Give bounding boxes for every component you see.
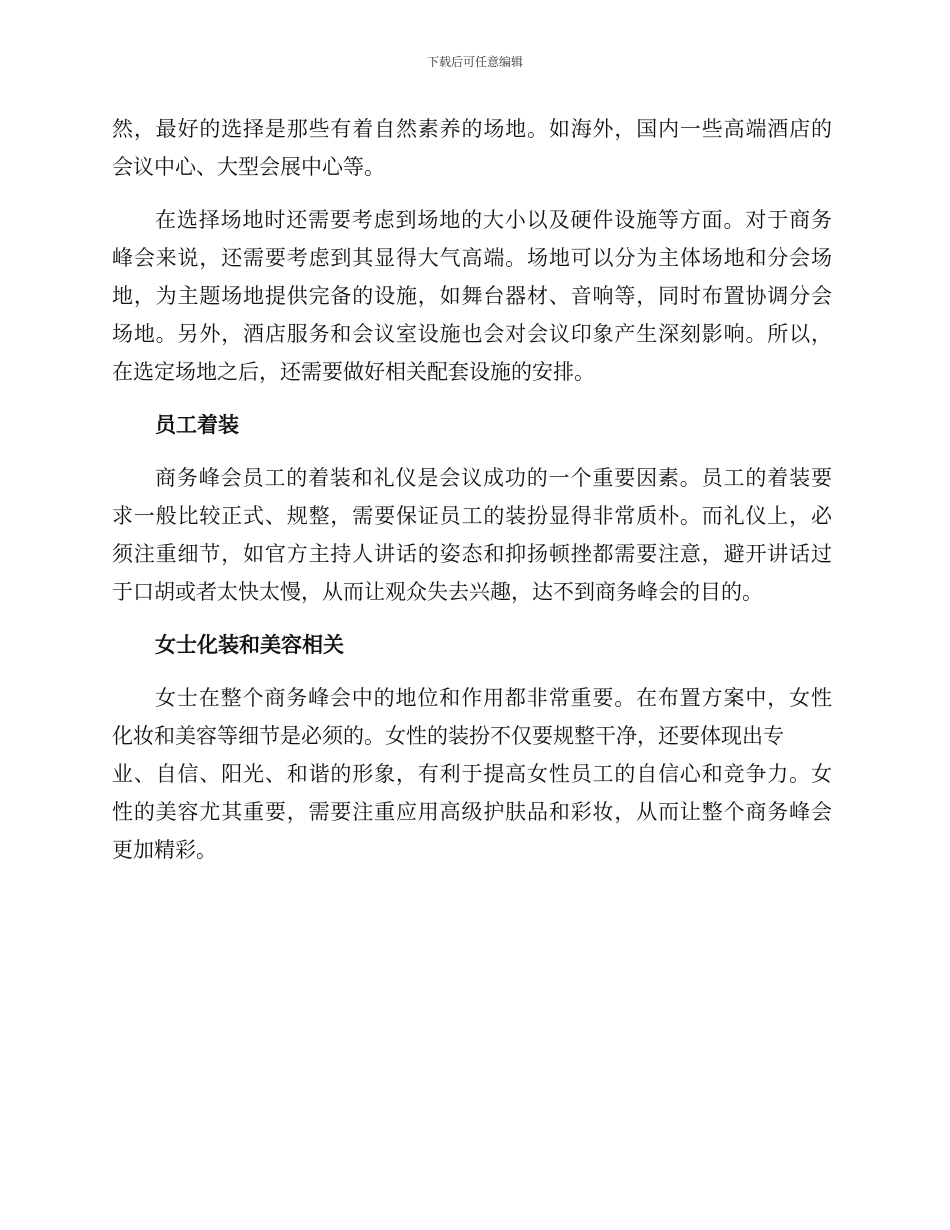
section-heading-staff-attire: 员工着装: [155, 413, 239, 437]
section-heading-women-makeup: 女士化装和美容相关: [155, 633, 344, 657]
text-line: 然，最好的选择是那些有着自然素养的场地。如海外，国内一些高端酒店的: [112, 117, 832, 141]
text-line: 于口胡或者太快太慢，从而让观众失去兴趣，达不到商务峰会的目的。: [112, 580, 763, 604]
page-header: 下载后可任意编辑: [426, 55, 523, 69]
text-line: 女士在整个商务峰会中的地位和作用都非常重要。在布置方案中，女性: [155, 686, 832, 710]
text-line: 峰会来说，还需要考虑到其显得大气高端。场地可以分为主体场地和分会场: [112, 246, 832, 270]
text-line: 会议中心、大型会展中心等。: [112, 155, 385, 179]
text-line: 商务峰会员工的着装和礼仪是会议成功的一个重要因素。员工的着装要: [155, 466, 832, 490]
text-line: 更加精彩。: [112, 838, 217, 862]
text-line: 地，为主题场地提供完备的设施，如舞台器材、音响等，同时布置协调分会: [112, 284, 832, 308]
text-line: 须注重细节，如官方主持人讲话的姿态和抑扬顿挫都需要注意，避开讲话过: [112, 542, 832, 566]
paragraph-venue-selection: [112, 201, 832, 391]
text-line: 在选择场地时还需要考虑到场地的大小以及硬件设施等方面。对于商务: [155, 208, 832, 232]
paragraph-staff-attire: [112, 459, 832, 611]
paragraph-women-makeup: [112, 679, 832, 869]
text-line: 性的美容尤其重要，需要注重应用高级护肤品和彩妆，从而让整个商务峰会: [112, 800, 832, 824]
text-line: 业、自信、阳光、和谐的形象，有利于提高女性员工的自信心和竞争力。女: [112, 762, 832, 786]
paragraph-venue-continued: [112, 110, 832, 186]
text-line: 在选定场地之后，还需要做好相关配套设施的安排。: [112, 360, 595, 384]
text-line: 场地。另外，酒店服务和会议室设施也会对会议印象产生深刻影响。所以，: [112, 322, 832, 346]
document-body: [112, 110, 832, 869]
text-line: 化妆和美容等细节是必须的。女性的装扮不仅要规整干净，还要体现出专: [112, 724, 784, 748]
text-line: 求一般比较正式、规整，需要保证员工的装扮显得非常质朴。而礼仪上，必: [112, 504, 832, 528]
